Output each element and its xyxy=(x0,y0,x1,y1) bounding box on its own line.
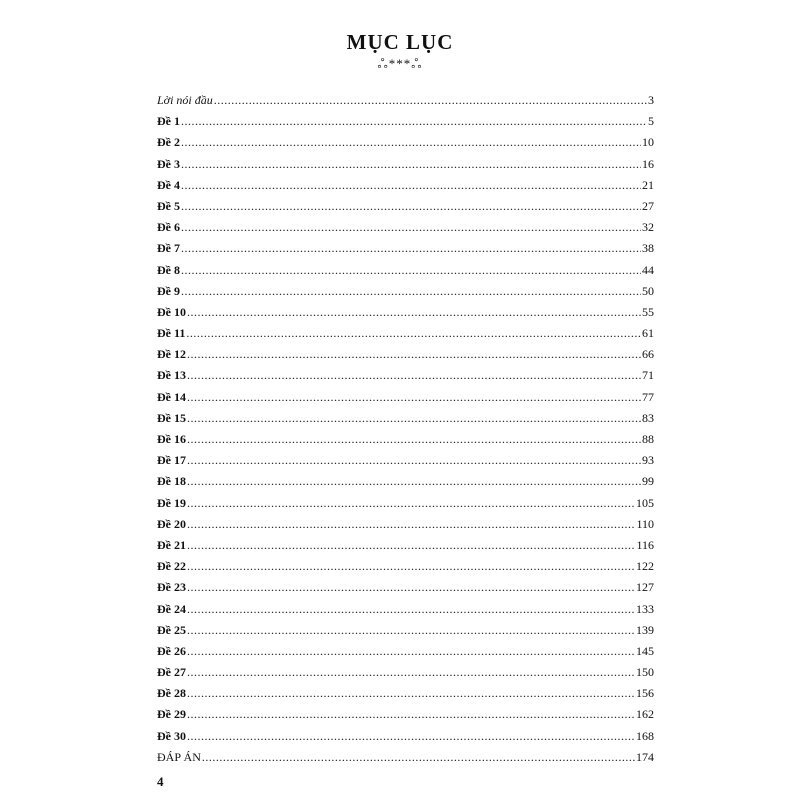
dot-leader xyxy=(187,493,635,514)
toc-entry xyxy=(157,429,654,450)
toc-entry xyxy=(157,535,654,556)
toc-entry-label: Đề 7 xyxy=(157,241,180,256)
toc-entry xyxy=(157,90,654,111)
toc-entry-page: 162 xyxy=(636,707,654,722)
toc-entry xyxy=(157,747,654,768)
toc-entry-label: Đề 1 xyxy=(157,114,180,129)
toc-entry-page: 116 xyxy=(636,537,654,552)
dot-leader xyxy=(181,260,641,281)
toc-entry xyxy=(157,493,654,514)
toc-entry-label: Đề 30 xyxy=(157,728,186,743)
toc-entry-label: Đề 15 xyxy=(157,410,186,425)
toc-entry-label: Đề 26 xyxy=(157,643,186,658)
toc-entry-page: 3 xyxy=(648,93,654,107)
toc-entry-label: Đề 11 xyxy=(157,326,186,341)
toc-entry-page: 88 xyxy=(642,432,654,446)
toc-entry-label: Đề 10 xyxy=(157,304,186,319)
toc-entry-label: Đề 28 xyxy=(157,686,186,701)
dot-leader xyxy=(181,132,641,153)
dot-leader xyxy=(187,514,635,535)
toc-entry-label: Đề 16 xyxy=(157,432,186,446)
dot-leader xyxy=(187,344,641,365)
toc-entry-label: Đề 27 xyxy=(157,665,186,680)
toc-entry xyxy=(157,514,654,535)
toc-entry xyxy=(157,323,654,344)
toc-entry-label: Đề 8 xyxy=(157,262,180,277)
toc-entry xyxy=(157,620,654,641)
dot-leader xyxy=(181,196,641,217)
dot-leader xyxy=(187,683,635,704)
toc-entry-page: 99 xyxy=(642,474,654,489)
toc-entry-page: 66 xyxy=(642,347,654,362)
toc-entry xyxy=(157,683,654,704)
dot-leader xyxy=(214,90,647,111)
page-number: 4 xyxy=(157,774,164,789)
toc-entry xyxy=(157,577,654,598)
table-of-contents xyxy=(157,90,654,768)
toc-entry xyxy=(157,196,654,217)
toc-entry-label: Đề 18 xyxy=(157,474,186,489)
toc-entry xyxy=(157,132,654,153)
toc-entry-page: 71 xyxy=(642,368,654,383)
dot-leader xyxy=(187,641,635,662)
toc-entry xyxy=(157,704,654,725)
toc-entry xyxy=(157,111,654,132)
toc-entry-page: 110 xyxy=(636,516,654,531)
toc-entry-page: 127 xyxy=(636,580,654,595)
dot-leader xyxy=(187,577,635,598)
dot-leader xyxy=(187,302,641,323)
toc-entry xyxy=(157,641,654,662)
toc-entry xyxy=(157,175,654,196)
toc-entry-label: Đề 3 xyxy=(157,156,180,171)
dot-leader xyxy=(187,599,635,620)
toc-entry-label: Đề 5 xyxy=(157,198,180,213)
dot-leader xyxy=(187,535,635,556)
toc-entry-label: Đề 9 xyxy=(157,283,180,298)
toc-entry-label: Đề 4 xyxy=(157,177,180,192)
toc-entry xyxy=(157,344,654,365)
toc-entry xyxy=(157,302,654,323)
toc-entry-page: 139 xyxy=(636,622,654,637)
toc-entry-label: Đề 14 xyxy=(157,389,186,404)
toc-entry-label: Đề 13 xyxy=(157,368,186,383)
toc-entry-label: Đề 17 xyxy=(157,453,186,468)
toc-entry xyxy=(157,662,654,683)
toc-entry xyxy=(157,217,654,238)
toc-entry-page: 145 xyxy=(636,643,654,658)
toc-entry xyxy=(157,408,654,429)
toc-entry-page: 5 xyxy=(648,114,654,129)
toc-entry xyxy=(157,599,654,620)
toc-entry-label: Đề 20 xyxy=(157,516,186,531)
dot-leader xyxy=(187,726,635,747)
toc-entry xyxy=(157,726,654,747)
dot-leader xyxy=(187,408,641,429)
toc-entry-page: 38 xyxy=(642,241,654,256)
toc-entry-page: 174 xyxy=(636,749,654,764)
toc-entry xyxy=(157,556,654,577)
toc-entry-page: 21 xyxy=(642,177,654,192)
toc-entry xyxy=(157,281,654,302)
dot-leader xyxy=(187,429,641,450)
toc-entry-label: ĐÁP ÁN xyxy=(157,749,201,764)
toc-entry xyxy=(157,260,654,281)
toc-entry xyxy=(157,154,654,175)
toc-entry-page: 55 xyxy=(642,304,654,319)
toc-entry-page: 32 xyxy=(642,220,654,235)
toc-entry-page: 105 xyxy=(636,495,654,510)
toc-entry-page: 27 xyxy=(642,198,654,213)
dot-leader xyxy=(187,704,635,725)
dot-leader xyxy=(187,662,635,683)
toc-entry-page: 10 xyxy=(642,135,654,150)
dot-leader xyxy=(202,747,635,768)
dot-leader xyxy=(187,387,641,408)
dot-leader xyxy=(181,154,641,175)
toc-entry-page: 61 xyxy=(642,326,654,341)
toc-entry xyxy=(157,471,654,492)
toc-entry-page: 16 xyxy=(642,156,654,171)
dot-leader xyxy=(187,471,641,492)
dot-leader xyxy=(187,556,635,577)
title-ornament: ஃ***ஃ xyxy=(377,56,423,71)
dot-leader xyxy=(181,238,641,259)
dot-leader xyxy=(181,217,641,238)
dot-leader xyxy=(181,175,641,196)
toc-entry-page: 133 xyxy=(636,601,654,616)
dot-leader xyxy=(186,323,641,344)
dot-leader xyxy=(187,620,635,641)
toc-entry xyxy=(157,387,654,408)
toc-entry-page: 83 xyxy=(642,410,654,425)
toc-entry-label: Đề 25 xyxy=(157,622,186,637)
dot-leader xyxy=(187,365,641,386)
toc-entry-label: Đề 23 xyxy=(157,580,186,595)
dot-leader xyxy=(187,450,641,471)
dot-leader xyxy=(181,281,641,302)
toc-entry xyxy=(157,238,654,259)
toc-entry-label: Đề 29 xyxy=(157,707,186,722)
toc-entry-page: 168 xyxy=(636,728,654,743)
toc-entry-page: 156 xyxy=(636,686,654,701)
dot-leader xyxy=(181,111,647,132)
toc-entry-label: Đề 19 xyxy=(157,495,186,510)
toc-entry-label: Đề 24 xyxy=(157,601,186,616)
toc-entry-page: 150 xyxy=(636,665,654,680)
toc-entry-page: 93 xyxy=(642,453,654,468)
page-title: MỤC LỤC xyxy=(346,30,454,54)
toc-entry-label: Đề 22 xyxy=(157,559,186,574)
toc-entry-label: Đề 21 xyxy=(157,537,186,552)
toc-entry-label: Lời nói đầu xyxy=(157,93,213,107)
toc-entry-page: 50 xyxy=(642,283,654,298)
toc-entry xyxy=(157,450,654,471)
toc-entry-page: 44 xyxy=(642,262,654,277)
toc-entry xyxy=(157,365,654,386)
toc-entry-page: 77 xyxy=(642,389,654,404)
toc-entry-label: Đề 6 xyxy=(157,220,180,235)
toc-entry-label: Đề 12 xyxy=(157,347,186,362)
toc-entry-page: 122 xyxy=(636,559,654,574)
toc-entry-label: Đề 2 xyxy=(157,135,180,150)
